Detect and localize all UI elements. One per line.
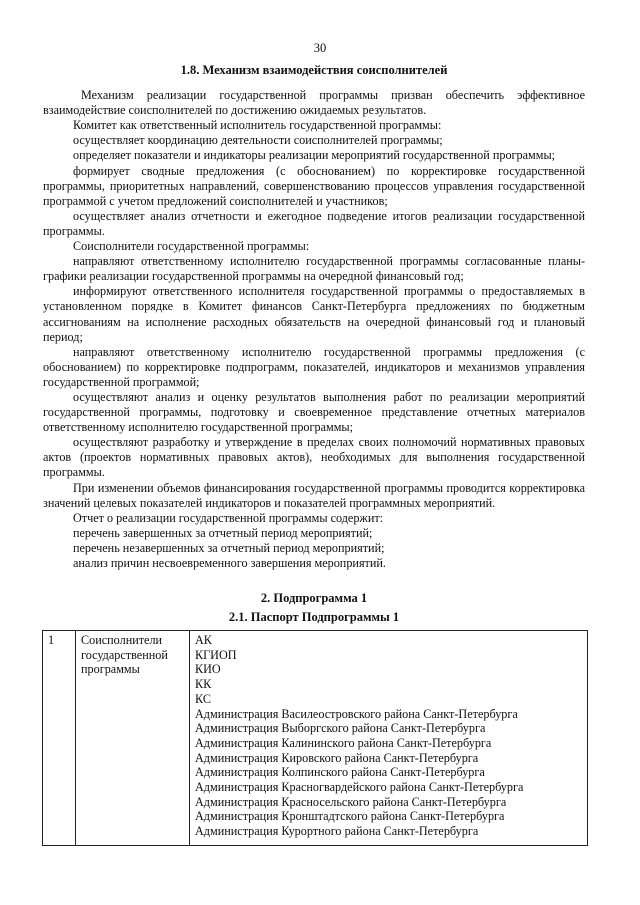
paragraph: перечень незавершенных за отчетный период мероприятий; (73, 540, 385, 555)
executors-cell (190, 631, 588, 846)
paragraph: определяет показатели и индикаторы реализации мероприятий государственной программы; (73, 148, 556, 163)
executor-item: Администрация Кронштадтского района Санкт-Петербурга (195, 809, 505, 824)
executor-item: Администрация Выборгского района Санкт-Петербурга (195, 721, 486, 736)
paragraph: осуществляют разработку и утверждение в пределах своих полномочий нормативных правовых актов (проектов нормативных правовых актов), необходимых для выполнения государственной программы. (43, 435, 585, 480)
paragraph: осуществляет анализ отчетности и ежегодное подведение итогов реализации государственной программы. (43, 208, 585, 238)
passport-heading: 2.1. Паспорт Подпрограммы 1 (228, 610, 400, 625)
passport-table (42, 630, 588, 846)
executor-item: КК (195, 677, 212, 692)
paragraph: формирует сводные предложения (с обоснованием) по корректировке государственной программы, приоритетных направлений, совершенствованию процессов управления государственной программой с учетом предложений соисполнителей и участников; (43, 163, 585, 208)
row-label-cell: Соисполнители государственной программы (76, 631, 190, 846)
paragraph: анализ причин несвоевременного завершения мероприятий. (73, 556, 386, 570)
paragraph: направляют ответственному исполнителю государственной программы согласованные планы-графики реализации государственной программы на очередной финансовый год; (43, 254, 585, 284)
paragraph: Механизм реализации государственной программы призван обеспечить эффективное взаимодействие соисполнителей по достижению ожидаемых результатов. (43, 88, 585, 118)
paragraph: Отчет о реализации государственной программы содержит: (73, 510, 384, 525)
executor-item: Администрация Красногвардейского района Санкт-Петербурга (195, 780, 524, 795)
paragraph: направляют ответственному исполнителю государственной программы предложения (с обоснованием) по корректировке подпрограмм, показателей, индикаторов и механизмов управления государственной программой; (43, 344, 585, 389)
table-row (43, 631, 588, 846)
executor-item: Администрация Курортного района Санкт-Петербурга (195, 824, 479, 839)
paragraph: Комитет как ответственный исполнитель государственной программы: (73, 118, 442, 133)
document-body (43, 63, 585, 627)
paragraph: информируют ответственного исполнителя государственной программы о предоставляемых в установленном порядке в Комитет финансов Санкт-Петербурга предложениях по бюджетным ассигнованиям на исполнение расходных обязательств на очередной финансовый год и плановый период; (43, 284, 585, 344)
executor-item: Администрация Кировского района Санкт-Петербурга (195, 750, 479, 765)
executor-item: КС (195, 691, 211, 706)
executor-item: Администрация Василеостровского района Санкт-Петербурга (195, 706, 518, 721)
section-title: 1.8. Механизм взаимодействия соисполнителей (180, 63, 448, 77)
subprogram-heading: 2. Подпрограмма 1 (260, 591, 368, 606)
executor-item: Администрация Колпинского района Санкт-Петербурга (195, 765, 485, 780)
row-number-cell: 1 (43, 631, 76, 846)
paragraph: перечень завершенных за отчетный период мероприятий; (73, 525, 373, 540)
executor-item: Администрация Калининского района Санкт-Петербурга (195, 735, 492, 750)
executor-item: АК (195, 633, 212, 647)
paragraph: При изменении объемов финансирования государственной программы проводится корректировка значений целевых показателей индикаторов и показателей программных мероприятий. (43, 480, 585, 510)
paragraph: осуществляют анализ и оценку результатов выполнения работ по реализации мероприятий государственной программы, подготовку и своевременное представление отчетных материалов ответственному исполнителю государственной программы; (43, 389, 585, 435)
executor-item: Администрация Красносельского района Санкт-Петербурга (195, 794, 507, 809)
page-number: 30 (313, 41, 327, 55)
paragraph: осуществляет координацию деятельности соисполнителей программы; (73, 133, 443, 148)
executor-item: КГИОП (195, 647, 237, 662)
paragraph: Соисполнители государственной программы: (73, 239, 310, 254)
executor-item: КИО (195, 662, 221, 677)
